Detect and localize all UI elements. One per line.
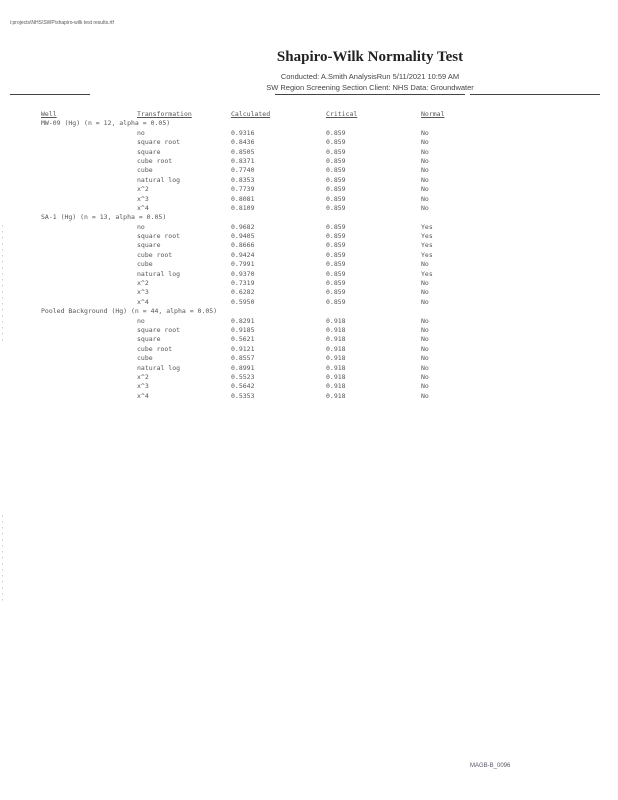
transformation-cell: x^4 [137,203,149,212]
transformation-cell: cube [137,260,153,269]
normal-cell: No [421,363,429,372]
normal-cell: No [421,335,429,344]
col-header-normal: Normal [421,110,445,118]
table-row [41,373,461,382]
calculated-cell: 0.8557 [231,354,255,363]
page-id-footer: MAGB-B_0096 [470,763,511,769]
results-table [41,110,461,401]
transformation-cell: cube [137,354,153,363]
table-row [41,354,461,363]
normal-cell: No [421,203,429,212]
transformation-cell: square root [137,138,181,147]
normal-cell: Yes [421,241,433,250]
header-rule-left [10,94,90,95]
normal-cell: No [421,382,429,391]
normal-cell: Yes [421,269,433,278]
calculated-cell: 0.9370 [231,269,255,278]
transformation-cell: natural log [137,175,181,184]
normal-cell: No [421,391,429,400]
critical-cell: 0.918 [326,363,346,372]
calculated-cell: 0.7319 [231,279,255,288]
table-row [41,270,461,279]
table-row [41,204,461,213]
calculated-cell: 0.7739 [231,185,255,194]
critical-cell: 0.859 [326,260,346,269]
calculated-cell: 0.9424 [231,250,255,259]
normal-cell: No [421,128,429,137]
normal-cell: No [421,297,429,306]
calculated-cell: 0.9121 [231,344,255,353]
normal-cell: No [421,185,429,194]
transformation-cell: square root [137,232,181,241]
table-row [41,157,461,166]
col-header-critical: Critical [326,110,358,118]
critical-cell: 0.918 [326,382,346,391]
critical-cell: 0.859 [326,222,346,231]
calculated-cell: 0.7740 [231,166,255,175]
critical-cell: 0.918 [326,325,346,334]
critical-cell: 0.918 [326,344,346,353]
normal-cell: No [421,288,429,297]
normal-cell: No [421,372,429,381]
calculated-cell: 0.8291 [231,316,255,325]
critical-cell: 0.859 [326,269,346,278]
calculated-cell: 0.6282 [231,288,255,297]
calculated-cell: 0.8371 [231,156,255,165]
table-row [41,260,461,269]
calculated-cell: 0.5523 [231,372,255,381]
table-row [41,195,461,204]
transformation-cell: cube root [137,344,173,353]
calculated-cell: 0.9185 [231,325,255,334]
transformation-cell: cube root [137,156,173,165]
critical-cell: 0.859 [326,175,346,184]
critical-cell: 0.859 [326,138,346,147]
critical-cell: 0.859 [326,297,346,306]
report-subtitle-conducted: Conducted: A.Smith AnalysisRun 5/11/2021 10:59 AM [280,72,460,81]
critical-cell: 0.859 [326,288,346,297]
calculated-cell: 0.5950 [231,297,255,306]
table-row [41,129,461,138]
calculated-cell: 0.8666 [231,241,255,250]
transformation-cell: square [137,335,161,344]
critical-cell: 0.859 [326,194,346,203]
normal-cell: No [421,260,429,269]
normal-cell: No [421,279,429,288]
calculated-cell: 0.8109 [231,203,255,212]
critical-cell: 0.918 [326,354,346,363]
calculated-cell: 0.9316 [231,128,255,137]
table-row [41,288,461,297]
normal-cell: No [421,344,429,353]
critical-cell: 0.859 [326,147,346,156]
critical-cell: 0.859 [326,156,346,165]
transformation-cell: x^4 [137,391,149,400]
table-row [41,364,461,373]
transformation-cell: cube root [137,250,173,259]
calculated-cell: 0.7991 [231,260,255,269]
transformation-cell: x^2 [137,185,149,194]
transformation-cell: natural log [137,269,181,278]
normal-cell: No [421,194,429,203]
transformation-cell: no [137,128,145,137]
critical-cell: 0.859 [326,250,346,259]
transformation-cell: no [137,222,145,231]
normal-cell: No [421,316,429,325]
transformation-cell: cube [137,166,153,175]
critical-cell: 0.859 [326,279,346,288]
table-row [41,148,461,157]
transformation-cell: square [137,147,161,156]
calculated-cell: 0.5642 [231,382,255,391]
calculated-cell: 0.8353 [231,175,255,184]
transformation-cell: x^2 [137,279,149,288]
table-row [41,279,461,288]
normal-cell: Yes [421,222,433,231]
critical-cell: 0.859 [326,203,346,212]
column-header-row [41,110,461,119]
transformation-cell: square root [137,325,181,334]
report-subtitle-section: SW Region Screening Section Client: NHS Data: Groundwater [266,83,474,92]
group-label: Pooled Background (Hg) (n = 44, alpha = 0.05) [41,307,218,316]
table-row [41,317,461,326]
group-header-row [41,213,461,222]
report-title: Shapiro-Wilk Normality Test [276,49,464,65]
critical-cell: 0.859 [326,232,346,241]
critical-cell: 0.859 [326,185,346,194]
transformation-cell: x^3 [137,288,149,297]
header-rule-right [470,94,600,95]
calculated-cell: 0.8436 [231,138,255,147]
table-row [41,138,461,147]
transformation-cell: x^3 [137,194,149,203]
normal-cell: Yes [421,250,433,259]
normal-cell: Yes [421,232,433,241]
normal-cell: No [421,166,429,175]
table-row [41,232,461,241]
critical-cell: 0.918 [326,372,346,381]
transformation-cell: natural log [137,363,181,372]
transformation-cell: x^4 [137,297,149,306]
table-row [41,345,461,354]
table-row [41,392,461,401]
transformation-cell: no [137,316,145,325]
table-row [41,326,461,335]
margin-marks-upper: ' ' ' ' ' ' ' ' ' ' ' ' ' ' ' ' ' ' ' ' [2,225,4,345]
group-label: MW-09 (Hg) (n = 12, alpha = 0.05) [41,119,171,128]
group-header-row [41,307,461,316]
group-header-row [41,119,461,128]
normal-cell: No [421,175,429,184]
transformation-cell: square [137,241,161,250]
critical-cell: 0.918 [326,391,346,400]
normal-cell: No [421,325,429,334]
calculated-cell: 0.9405 [231,232,255,241]
file-path: i:projects\NHS\SWP\shapiro-wilk test results.rtf [10,20,114,26]
table-row [41,298,461,307]
table-row [41,166,461,175]
critical-cell: 0.859 [326,241,346,250]
critical-cell: 0.918 [326,335,346,344]
normal-cell: No [421,354,429,363]
calculated-cell: 0.5621 [231,335,255,344]
calculated-cell: 0.8505 [231,147,255,156]
normal-cell: No [421,147,429,156]
calculated-cell: 0.5353 [231,391,255,400]
table-row [41,185,461,194]
critical-cell: 0.918 [326,316,346,325]
calculated-cell: 0.9682 [231,222,255,231]
critical-cell: 0.859 [326,128,346,137]
table-row [41,241,461,250]
group-label: SA-1 (Hg) (n = 13, alpha = 0.05) [41,213,167,222]
header-rule-center [275,94,465,95]
normal-cell: No [421,138,429,147]
table-row [41,223,461,232]
table-row [41,335,461,344]
margin-marks-lower: ' ' ' ' ' ' ' ' ' ' ' ' ' ' ' [2,515,4,605]
normal-cell: No [421,156,429,165]
table-row [41,176,461,185]
transformation-cell: x^3 [137,382,149,391]
table-row [41,382,461,391]
col-header-transformation: Transformation [137,110,192,118]
critical-cell: 0.859 [326,166,346,175]
table-row [41,251,461,260]
calculated-cell: 0.8081 [231,194,255,203]
col-header-well: Well [41,110,57,118]
col-header-calculated: Calculated [231,110,271,118]
calculated-cell: 0.8991 [231,363,255,372]
transformation-cell: x^2 [137,372,149,381]
